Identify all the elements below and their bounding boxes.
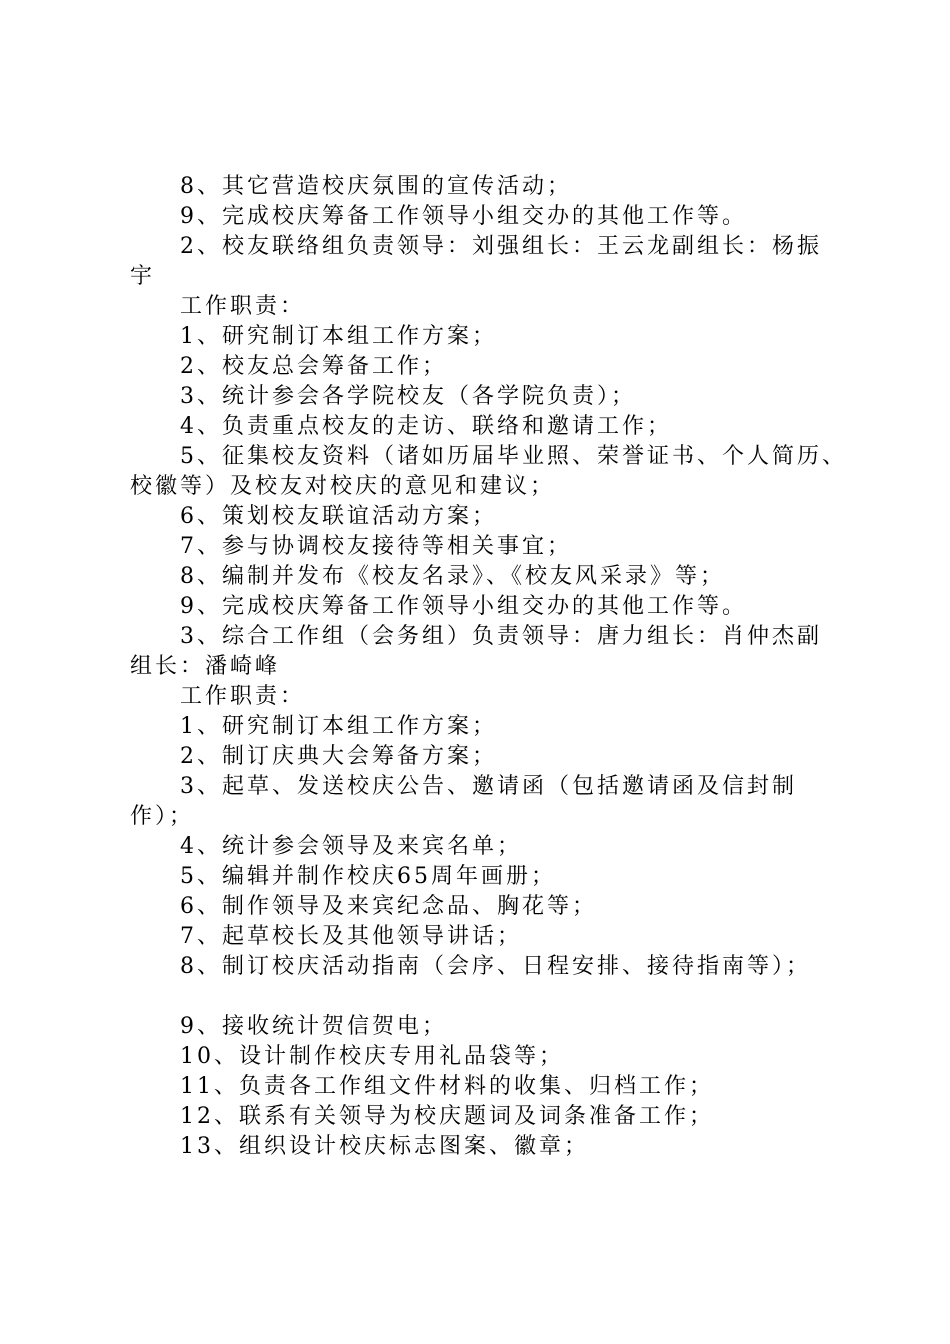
text-line: 6、制作领导及来宾纪念品、胸花等； [180,894,597,919]
text-line: 1、研究制订本组工作方案； [180,714,497,739]
text-line: 6、策划校友联谊活动方案； [180,504,497,529]
blank-line [130,982,830,1012]
text-line: 11、负责各工作组文件材料的收集、归档工作； [180,1074,714,1099]
text-line: 2、校友总会筹备工作； [180,354,447,379]
text-line: 13、组织设计校庆标志图案、徽章； [180,1134,589,1159]
text-line: 4、负责重点校友的走访、联络和邀请工作； [180,414,672,439]
text-line: 2、校友联络组负责领导：刘强组长：王云龙副组长：杨振 [180,234,822,259]
text-line: 8、其它营造校庆氛围的宣传活动； [180,174,572,199]
text-line: 3、起草、发送校庆公告、邀请函（包括邀请函及信封制 [180,774,797,799]
text-line: 组长：潘崎峰 [130,654,281,679]
text-line: 9、接收统计贺信贺电； [180,1014,447,1039]
document-body [130,172,847,1162]
section-label: 工作职责： [180,684,306,709]
text-line: 校徽等）及校友对校庆的意见和建议； [130,474,556,499]
text-line: 10、设计制作校庆专用礼品袋等； [180,1044,564,1069]
text-line: 9、完成校庆筹备工作领导小组交办的其他工作等。 [180,204,747,229]
text-line: 3、综合工作组（会务组）负责领导：唐力组长：肖仲杰副 [180,624,822,649]
text-line: 3、统计参会各学院校友（各学院负责）； [180,384,636,409]
text-line: 7、参与协调校友接待等相关事宜； [180,534,572,559]
text-line: 12、联系有关领导为校庆题词及词条准备工作； [180,1104,714,1129]
text-line: 5、编辑并制作校庆65周年画册； [180,864,556,889]
text-line: 4、统计参会领导及来宾名单； [180,834,522,859]
text-line: 作）； [130,804,195,829]
text-line: 2、制订庆典大会筹备方案； [180,744,497,769]
text-line: 5、征集校友资料（诸如历届毕业照、荣誉证书、个人简历、 [180,444,847,469]
text-line: 8、编制并发布《校友名录》、《校友风采录》等； [180,564,725,589]
text-line: 宇 [130,264,156,289]
section-label: 工作职责： [180,294,306,319]
text-line: 9、完成校庆筹备工作领导小组交办的其他工作等。 [180,594,747,619]
text-line: 7、起草校长及其他领导讲话； [180,924,522,949]
text-line: 8、制订校庆活动指南（会序、日程安排、接待指南等）； [180,954,811,979]
text-line: 1、研究制订本组工作方案； [180,324,497,349]
